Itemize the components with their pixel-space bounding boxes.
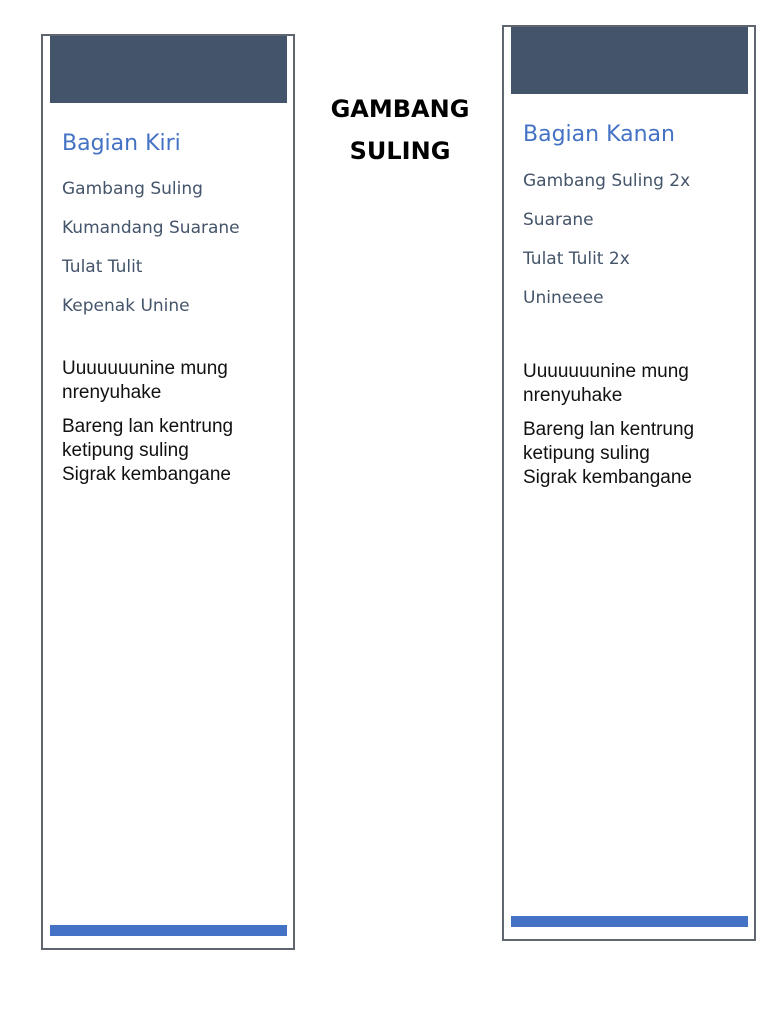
lyrics-paragraph: Bareng lan kentrung ketipung suling Sigrak kembangane [62, 416, 234, 485]
lyrics-paragraph: Bareng lan kentrung ketipung suling Sigrak kembangane [523, 419, 695, 488]
right-panel-header-bar [511, 27, 748, 94]
list-item: Tulat Tulit 2x [523, 249, 630, 269]
list-item: Tulat Tulit [62, 257, 143, 277]
left-panel-item-list [62, 177, 240, 333]
lyrics-paragraph: Uuuuuuunine mung nrenyuhake [62, 358, 228, 403]
list-item: Gambang Suling 2x [523, 171, 691, 191]
list-item: Kepenak Unine [62, 296, 190, 316]
left-panel [41, 34, 295, 950]
list-item: Suarane [523, 210, 594, 230]
page-title-line-2: SULING [349, 137, 451, 165]
page-title [312, 88, 488, 172]
list-item: Kumandang Suarane [62, 218, 240, 238]
right-panel-lyrics [523, 360, 743, 500]
lyrics-paragraph: Uuuuuuunine mung nrenyuhake [523, 361, 689, 406]
right-panel [502, 25, 756, 941]
left-panel-heading: Bagian Kiri [62, 131, 181, 156]
list-item: Unineeee [523, 288, 604, 308]
left-panel-header-bar [50, 36, 287, 103]
right-panel-footer-bar [511, 916, 748, 927]
list-item: Gambang Suling [62, 179, 203, 199]
right-panel-item-list [523, 169, 690, 325]
left-panel-footer-bar [50, 925, 287, 936]
left-panel-lyrics [62, 357, 282, 497]
page-title-line-1: GAMBANG [330, 95, 470, 123]
right-panel-heading: Bagian Kanan [523, 122, 675, 147]
